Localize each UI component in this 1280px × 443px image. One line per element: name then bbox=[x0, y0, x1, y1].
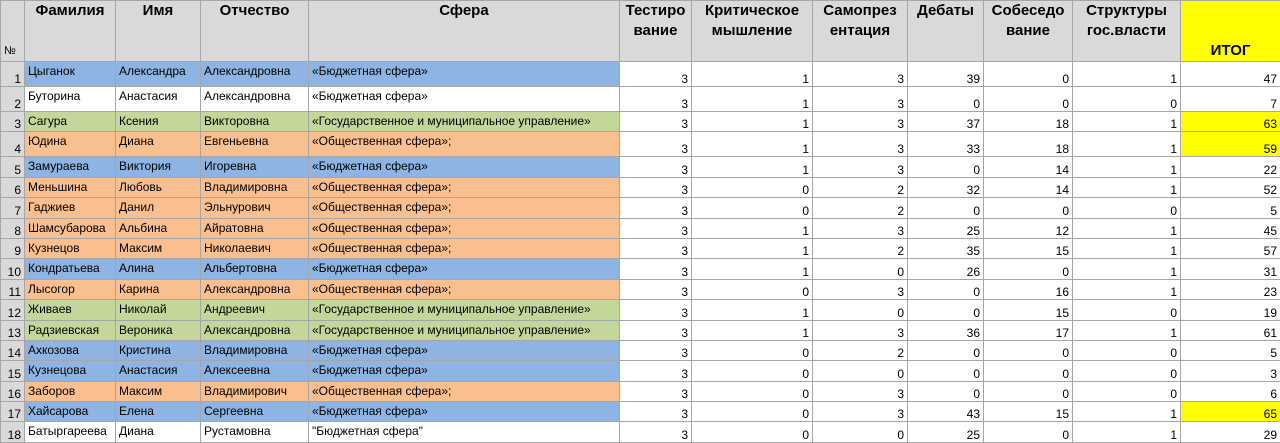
row-number-cell[interactable]: 8 bbox=[1, 218, 25, 238]
surname-cell[interactable]: Живаев bbox=[25, 300, 116, 320]
sphere-cell[interactable]: «Бюджетная сфера» bbox=[309, 259, 620, 279]
critical-thinking-cell[interactable]: 0 bbox=[692, 177, 813, 197]
sphere-cell[interactable]: «Общественная сфера»; bbox=[309, 218, 620, 238]
self-presentation-cell[interactable]: 2 bbox=[813, 238, 908, 258]
row-number-cell[interactable]: 9 bbox=[1, 238, 25, 258]
name-cell[interactable]: Любовь bbox=[116, 177, 201, 197]
surname-cell[interactable]: Замураева bbox=[25, 157, 116, 177]
sphere-cell[interactable]: «Государственное и муниципальное управление» bbox=[309, 320, 620, 340]
testing-cell[interactable]: 3 bbox=[620, 320, 692, 340]
critical-thinking-cell[interactable]: 0 bbox=[692, 381, 813, 401]
name-cell[interactable]: Анастасия bbox=[116, 361, 201, 381]
table-row bbox=[1, 218, 1280, 238]
critical-thinking-cell[interactable]: 0 bbox=[692, 340, 813, 360]
header-name[interactable]: Имя bbox=[116, 1, 201, 62]
gov-structures-cell[interactable]: 1 bbox=[1073, 422, 1181, 442]
total-cell[interactable]: 57 bbox=[1181, 238, 1280, 258]
total-cell[interactable]: 7 bbox=[1181, 87, 1280, 112]
row-number-cell[interactable]: 15 bbox=[1, 361, 25, 381]
row-number-cell[interactable]: 10 bbox=[1, 259, 25, 279]
gov-structures-cell[interactable]: 1 bbox=[1073, 320, 1181, 340]
total-cell[interactable]: 23 bbox=[1181, 279, 1280, 299]
interview-cell[interactable]: 0 bbox=[984, 381, 1073, 401]
testing-cell[interactable]: 3 bbox=[620, 300, 692, 320]
self-presentation-cell[interactable]: 3 bbox=[813, 132, 908, 157]
debates-cell[interactable]: 43 bbox=[908, 402, 984, 422]
row-number-cell[interactable]: 5 bbox=[1, 157, 25, 177]
critical-thinking-cell[interactable]: 0 bbox=[692, 402, 813, 422]
row-number-cell[interactable]: 2 bbox=[1, 87, 25, 112]
critical-thinking-cell[interactable]: 0 bbox=[692, 361, 813, 381]
critical-thinking-cell[interactable]: 1 bbox=[692, 112, 813, 132]
header-total[interactable]: ИТОГ bbox=[1181, 1, 1280, 62]
name-cell[interactable]: Александра bbox=[116, 62, 201, 87]
self-presentation-cell[interactable]: 2 bbox=[813, 340, 908, 360]
row-number-cell[interactable]: 4 bbox=[1, 132, 25, 157]
row-number-cell[interactable]: 18 bbox=[1, 422, 25, 442]
table-row bbox=[1, 87, 1280, 112]
testing-cell[interactable]: 3 bbox=[620, 62, 692, 87]
self-presentation-cell[interactable]: 2 bbox=[813, 177, 908, 197]
critical-thinking-cell[interactable]: 0 bbox=[692, 198, 813, 218]
surname-cell[interactable]: Кузнецов bbox=[25, 238, 116, 258]
table-row bbox=[1, 112, 1280, 132]
interview-cell[interactable]: 18 bbox=[984, 112, 1073, 132]
gov-structures-cell[interactable]: 1 bbox=[1073, 402, 1181, 422]
self-presentation-cell[interactable]: 3 bbox=[813, 279, 908, 299]
patronymic-cell[interactable]: Альбертовна bbox=[201, 259, 309, 279]
table-body bbox=[1, 62, 1280, 443]
patronymic-cell[interactable]: Владимировна bbox=[201, 340, 309, 360]
name-cell[interactable]: Альбина bbox=[116, 218, 201, 238]
total-cell[interactable]: 31 bbox=[1181, 259, 1280, 279]
interview-cell[interactable]: 0 bbox=[984, 361, 1073, 381]
gov-structures-cell[interactable]: 1 bbox=[1073, 157, 1181, 177]
name-cell[interactable]: Диана bbox=[116, 132, 201, 157]
interview-cell[interactable]: 16 bbox=[984, 279, 1073, 299]
testing-cell[interactable]: 3 bbox=[620, 218, 692, 238]
surname-cell[interactable]: Радзиевская bbox=[25, 320, 116, 340]
critical-thinking-cell[interactable]: 1 bbox=[692, 132, 813, 157]
critical-thinking-cell[interactable]: 1 bbox=[692, 259, 813, 279]
total-cell[interactable]: 59 bbox=[1181, 132, 1280, 157]
name-cell[interactable]: Анастасия bbox=[116, 87, 201, 112]
surname-cell[interactable]: Буторина bbox=[25, 87, 116, 112]
interview-cell[interactable]: 0 bbox=[984, 198, 1073, 218]
total-cell[interactable]: 6 bbox=[1181, 381, 1280, 401]
surname-cell[interactable]: Сагура bbox=[25, 112, 116, 132]
row-number-cell[interactable]: 12 bbox=[1, 300, 25, 320]
debates-cell[interactable]: 0 bbox=[908, 340, 984, 360]
name-cell[interactable]: Диана bbox=[116, 422, 201, 442]
name-cell[interactable]: Данил bbox=[116, 198, 201, 218]
testing-cell[interactable]: 3 bbox=[620, 279, 692, 299]
row-number-cell[interactable]: 17 bbox=[1, 402, 25, 422]
table-row bbox=[1, 422, 1280, 442]
surname-cell[interactable]: Батыргареева bbox=[25, 422, 116, 442]
patronymic-cell[interactable]: Александровна bbox=[201, 279, 309, 299]
patronymic-cell[interactable]: Сергеевна bbox=[201, 402, 309, 422]
debates-cell[interactable]: 36 bbox=[908, 320, 984, 340]
row-number-cell[interactable]: 16 bbox=[1, 381, 25, 401]
name-cell[interactable]: Максим bbox=[116, 238, 201, 258]
surname-cell[interactable]: Кузнецова bbox=[25, 361, 116, 381]
surname-cell[interactable]: Меньшина bbox=[25, 177, 116, 197]
debates-cell[interactable]: 25 bbox=[908, 422, 984, 442]
critical-thinking-cell[interactable]: 1 bbox=[692, 300, 813, 320]
name-cell[interactable]: Ксения bbox=[116, 112, 201, 132]
interview-cell[interactable]: 0 bbox=[984, 422, 1073, 442]
gov-structures-cell[interactable]: 0 bbox=[1073, 340, 1181, 360]
debates-cell[interactable]: 26 bbox=[908, 259, 984, 279]
critical-thinking-cell[interactable]: 0 bbox=[692, 422, 813, 442]
interview-cell[interactable]: 0 bbox=[984, 259, 1073, 279]
interview-cell[interactable]: 0 bbox=[984, 62, 1073, 87]
patronymic-cell[interactable]: Андреевич bbox=[201, 300, 309, 320]
surname-cell[interactable]: Цыганок bbox=[25, 62, 116, 87]
debates-cell[interactable]: 0 bbox=[908, 381, 984, 401]
header-self-presentation[interactable]: Самопрез ентация bbox=[813, 1, 908, 62]
header-gov-structures[interactable]: Структуры гос.власти bbox=[1073, 1, 1181, 62]
patronymic-cell[interactable]: Александровна bbox=[201, 87, 309, 112]
name-cell[interactable]: Карина bbox=[116, 279, 201, 299]
surname-cell[interactable]: Заборов bbox=[25, 381, 116, 401]
interview-cell[interactable]: 15 bbox=[984, 238, 1073, 258]
table-row bbox=[1, 198, 1280, 218]
testing-cell[interactable]: 3 bbox=[620, 340, 692, 360]
table-row bbox=[1, 320, 1280, 340]
self-presentation-cell[interactable]: 3 bbox=[813, 320, 908, 340]
gov-structures-cell[interactable]: 1 bbox=[1073, 279, 1181, 299]
interview-cell[interactable]: 15 bbox=[984, 300, 1073, 320]
interview-cell[interactable]: 0 bbox=[984, 340, 1073, 360]
total-cell[interactable]: 65 bbox=[1181, 402, 1280, 422]
patronymic-cell[interactable]: Викторовна bbox=[201, 112, 309, 132]
total-cell[interactable]: 52 bbox=[1181, 177, 1280, 197]
row-number-cell[interactable]: 13 bbox=[1, 320, 25, 340]
row-number-cell[interactable]: 14 bbox=[1, 340, 25, 360]
name-cell[interactable]: Кристина bbox=[116, 340, 201, 360]
testing-cell[interactable]: 3 bbox=[620, 422, 692, 442]
gov-structures-cell[interactable]: 1 bbox=[1073, 112, 1181, 132]
interview-cell[interactable]: 15 bbox=[984, 402, 1073, 422]
surname-cell[interactable]: Лысогор bbox=[25, 279, 116, 299]
name-cell[interactable]: Елена bbox=[116, 402, 201, 422]
header-num[interactable]: № bbox=[1, 1, 25, 62]
header-interview[interactable]: Собеседо вание bbox=[984, 1, 1073, 62]
gov-structures-cell[interactable]: 0 bbox=[1073, 381, 1181, 401]
name-cell[interactable]: Вероника bbox=[116, 320, 201, 340]
critical-thinking-cell[interactable]: 0 bbox=[692, 279, 813, 299]
patronymic-cell[interactable]: Александровна bbox=[201, 320, 309, 340]
total-cell[interactable]: 61 bbox=[1181, 320, 1280, 340]
gov-structures-cell[interactable]: 1 bbox=[1073, 238, 1181, 258]
header-row bbox=[1, 1, 1280, 62]
gov-structures-cell[interactable]: 1 bbox=[1073, 259, 1181, 279]
row-number-cell[interactable]: 1 bbox=[1, 62, 25, 87]
testing-cell[interactable]: 3 bbox=[620, 132, 692, 157]
sphere-cell[interactable]: «Общественная сфера»; bbox=[309, 177, 620, 197]
row-number-cell[interactable]: 3 bbox=[1, 112, 25, 132]
interview-cell[interactable]: 17 bbox=[984, 320, 1073, 340]
critical-thinking-cell[interactable]: 1 bbox=[692, 218, 813, 238]
name-cell[interactable]: Максим bbox=[116, 381, 201, 401]
surname-cell[interactable]: Юдина bbox=[25, 132, 116, 157]
surname-cell[interactable]: Шамсубарова bbox=[25, 218, 116, 238]
sphere-cell[interactable]: «Общественная сфера»; bbox=[309, 381, 620, 401]
self-presentation-cell[interactable]: 3 bbox=[813, 402, 908, 422]
sphere-cell[interactable]: «Бюджетная сфера» bbox=[309, 340, 620, 360]
debates-cell[interactable]: 25 bbox=[908, 218, 984, 238]
header-sphere[interactable]: Сфера bbox=[309, 1, 620, 62]
sphere-cell[interactable]: «Бюджетная сфера» bbox=[309, 87, 620, 112]
self-presentation-cell[interactable]: 3 bbox=[813, 218, 908, 238]
header-debates[interactable]: Дебаты bbox=[908, 1, 984, 62]
name-cell[interactable]: Виктория bbox=[116, 157, 201, 177]
sphere-cell[interactable]: «Общественная сфера»; bbox=[309, 198, 620, 218]
self-presentation-cell[interactable]: 0 bbox=[813, 422, 908, 442]
sphere-cell[interactable]: «Общественная сфера»; bbox=[309, 279, 620, 299]
surname-cell[interactable]: Кондратьева bbox=[25, 259, 116, 279]
gov-structures-cell[interactable]: 0 bbox=[1073, 300, 1181, 320]
debates-cell[interactable]: 39 bbox=[908, 62, 984, 87]
surname-cell[interactable]: Гаджиев bbox=[25, 198, 116, 218]
table-row bbox=[1, 381, 1280, 401]
debates-cell[interactable]: 32 bbox=[908, 177, 984, 197]
patronymic-cell[interactable]: Айратовна bbox=[201, 218, 309, 238]
debates-cell[interactable]: 0 bbox=[908, 198, 984, 218]
critical-thinking-cell[interactable]: 1 bbox=[692, 238, 813, 258]
sphere-cell[interactable]: «Общественная сфера»; bbox=[309, 132, 620, 157]
row-number-cell[interactable]: 6 bbox=[1, 177, 25, 197]
total-cell[interactable]: 63 bbox=[1181, 112, 1280, 132]
sphere-cell[interactable]: «Бюджетная сфера» bbox=[309, 62, 620, 87]
testing-cell[interactable]: 3 bbox=[620, 157, 692, 177]
self-presentation-cell[interactable]: 2 bbox=[813, 198, 908, 218]
self-presentation-cell[interactable]: 3 bbox=[813, 112, 908, 132]
sphere-cell[interactable]: «Бюджетная сфера» bbox=[309, 361, 620, 381]
table-row bbox=[1, 402, 1280, 422]
patronymic-cell[interactable]: Александровна bbox=[201, 62, 309, 87]
table-row bbox=[1, 132, 1280, 157]
gov-structures-cell[interactable]: 1 bbox=[1073, 218, 1181, 238]
sphere-cell[interactable]: «Бюджетная сфера» bbox=[309, 402, 620, 422]
debates-cell[interactable]: 37 bbox=[908, 112, 984, 132]
critical-thinking-cell[interactable]: 1 bbox=[692, 62, 813, 87]
patronymic-cell[interactable]: Владимировна bbox=[201, 177, 309, 197]
interview-cell[interactable]: 14 bbox=[984, 177, 1073, 197]
patronymic-cell[interactable]: Рустамовна bbox=[201, 422, 309, 442]
table-row bbox=[1, 62, 1280, 87]
interview-cell[interactable]: 18 bbox=[984, 132, 1073, 157]
patronymic-cell[interactable]: Эльнурович bbox=[201, 198, 309, 218]
name-cell[interactable]: Николай bbox=[116, 300, 201, 320]
table-row bbox=[1, 157, 1280, 177]
table-row bbox=[1, 238, 1280, 258]
table-row bbox=[1, 279, 1280, 299]
total-cell[interactable]: 3 bbox=[1181, 361, 1280, 381]
table-row bbox=[1, 340, 1280, 360]
total-cell[interactable]: 19 bbox=[1181, 300, 1280, 320]
gov-structures-cell[interactable]: 0 bbox=[1073, 198, 1181, 218]
sphere-cell[interactable]: «Государственное и муниципальное управление» bbox=[309, 112, 620, 132]
debates-cell[interactable]: 0 bbox=[908, 87, 984, 112]
debates-cell[interactable]: 0 bbox=[908, 157, 984, 177]
header-patronymic[interactable]: Отчество bbox=[201, 1, 309, 62]
patronymic-cell[interactable]: Евгеньевна bbox=[201, 132, 309, 157]
testing-cell[interactable]: 3 bbox=[620, 112, 692, 132]
sphere-cell[interactable]: «Общественная сфера»; bbox=[309, 238, 620, 258]
sphere-cell[interactable]: «Государственное и муниципальное управление» bbox=[309, 300, 620, 320]
total-cell[interactable]: 5 bbox=[1181, 198, 1280, 218]
name-cell[interactable]: Алина bbox=[116, 259, 201, 279]
testing-cell[interactable]: 3 bbox=[620, 177, 692, 197]
total-cell[interactable]: 47 bbox=[1181, 62, 1280, 87]
testing-cell[interactable]: 3 bbox=[620, 87, 692, 112]
total-cell[interactable]: 5 bbox=[1181, 340, 1280, 360]
interview-cell[interactable]: 0 bbox=[984, 87, 1073, 112]
testing-cell[interactable]: 3 bbox=[620, 381, 692, 401]
patronymic-cell[interactable]: Владимирович bbox=[201, 381, 309, 401]
gov-structures-cell[interactable]: 0 bbox=[1073, 87, 1181, 112]
table-row bbox=[1, 300, 1280, 320]
gov-structures-cell[interactable]: 1 bbox=[1073, 177, 1181, 197]
debates-cell[interactable]: 0 bbox=[908, 279, 984, 299]
total-cell[interactable]: 22 bbox=[1181, 157, 1280, 177]
patronymic-cell[interactable]: Николаевич bbox=[201, 238, 309, 258]
debates-cell[interactable]: 0 bbox=[908, 361, 984, 381]
debates-cell[interactable]: 33 bbox=[908, 132, 984, 157]
table-row bbox=[1, 177, 1280, 197]
testing-cell[interactable]: 3 bbox=[620, 402, 692, 422]
testing-cell[interactable]: 3 bbox=[620, 198, 692, 218]
table-row bbox=[1, 361, 1280, 381]
surname-cell[interactable]: Ахкозова bbox=[25, 340, 116, 360]
gov-structures-cell[interactable]: 1 bbox=[1073, 132, 1181, 157]
self-presentation-cell[interactable]: 3 bbox=[813, 381, 908, 401]
sphere-cell[interactable]: "Бюджетная сфера" bbox=[309, 422, 620, 442]
debates-cell[interactable]: 35 bbox=[908, 238, 984, 258]
critical-thinking-cell[interactable]: 1 bbox=[692, 157, 813, 177]
gov-structures-cell[interactable]: 0 bbox=[1073, 361, 1181, 381]
row-number-cell[interactable]: 11 bbox=[1, 279, 25, 299]
testing-cell[interactable]: 3 bbox=[620, 361, 692, 381]
surname-cell[interactable]: Хайсарова bbox=[25, 402, 116, 422]
critical-thinking-cell[interactable]: 1 bbox=[692, 87, 813, 112]
self-presentation-cell[interactable]: 0 bbox=[813, 361, 908, 381]
header-surname[interactable]: Фамилия bbox=[25, 1, 116, 62]
patronymic-cell[interactable]: Алексеевна bbox=[201, 361, 309, 381]
total-cell[interactable]: 29 bbox=[1181, 422, 1280, 442]
self-presentation-cell[interactable]: 0 bbox=[813, 259, 908, 279]
critical-thinking-cell[interactable]: 1 bbox=[692, 320, 813, 340]
patronymic-cell[interactable]: Игоревна bbox=[201, 157, 309, 177]
header-testing[interactable]: Тестиро вание bbox=[620, 1, 692, 62]
testing-cell[interactable]: 3 bbox=[620, 238, 692, 258]
total-cell[interactable]: 45 bbox=[1181, 218, 1280, 238]
self-presentation-cell[interactable]: 3 bbox=[813, 62, 908, 87]
header-critical-thinking[interactable]: Критическое мышление bbox=[692, 1, 813, 62]
sphere-cell[interactable]: «Бюджетная сфера» bbox=[309, 157, 620, 177]
interview-cell[interactable]: 14 bbox=[984, 157, 1073, 177]
interview-cell[interactable]: 12 bbox=[984, 218, 1073, 238]
self-presentation-cell[interactable]: 0 bbox=[813, 300, 908, 320]
debates-cell[interactable]: 0 bbox=[908, 300, 984, 320]
self-presentation-cell[interactable]: 3 bbox=[813, 87, 908, 112]
self-presentation-cell[interactable]: 3 bbox=[813, 157, 908, 177]
table-row bbox=[1, 259, 1280, 279]
gov-structures-cell[interactable]: 1 bbox=[1073, 62, 1181, 87]
row-number-cell[interactable]: 7 bbox=[1, 198, 25, 218]
testing-cell[interactable]: 3 bbox=[620, 259, 692, 279]
